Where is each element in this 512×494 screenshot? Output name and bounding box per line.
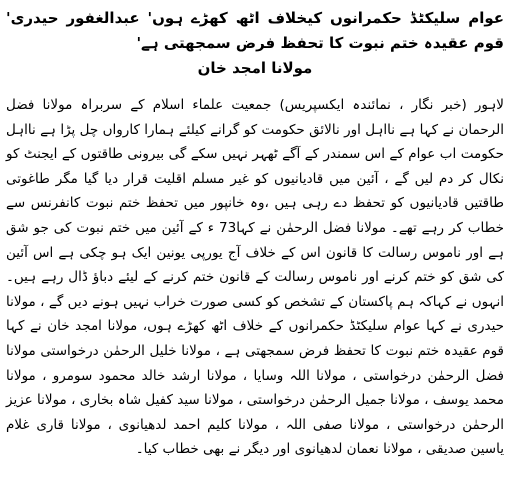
article-body: لاہور (خبر نگار ، نمائندہ ایکسپریس) جمعیت علماء اسلام کے سربراہ مولانا فضل الرحمان نے کہا ہے نااہل اور نالائق حکومت کو گرانے کیلئے ہمارا کارواں چل پڑا ہے نااہل حکومت اب عوام کے اس سمندر کے آگے ٹھہر نہیں سکے گی بیرونی طاقتوں کے ایجنٹ کو نکال کر دم لیں گے ، آئین میں قادیانیوں کو غیر مسلم اقلیت قرار دیا گیا مگر طاغوتی طاقتیں قادیانیوں کو تحفظ دے رہی ہیں ،وہ خانپور میں تحفظ ختم نبوت کانفرنس سے خطاب کر رہے تھے۔ مولانا فضل الرحمٰن نے کہا73 ء کے آئین میں ختم نبوت کی جو شق ہے اور ناموس رسالت کا قانون اس کے خلاف آج یورپی یونین ایک ہو چکی ہے اس آئین کی شق کو ختم کرنے اور ناموس رسالت کے قانون ختم کرنے کے لیئے دباؤ ڈال رہے ہیں۔ انہوں نے کہاکہ ہم پاکستان کے تشخص کو کسی صورت خراب نہیں ہونے دیں گے ، مولانا حیدری نے کہا عوام سلیکٹڈ حکمرانوں کے خلاف اٹھ کھڑے ہوں، مولانا امجد خان نے کہا قوم عقیدہ ختم نبوت کا تحفظ فرض سمجھتی ہے ، مولانا خلیل الرحمٰن درخواستی مولانا فضل الرحمٰن درخواستی ، مولانا اللہ وسایا ، مولانا ارشد خالد محمود سومرو ، مولانا محمد یوسف ، مولانا جمیل الرحمٰن درخواستی ، مولانا سید کفیل شاہ بخاری ، مولانا عزیز الرحمٰن درخواستی ، مولانا صفی اللہ ، مولانا کلیم احمد لدھیانوی ، مولانا قاری غلام یاسین صدیقی ، مولانا نعمان لدھیانوی اور دیگر نے بھی خطاب کیا۔ bbox=[6, 97, 505, 458]
byline: مولانا امجد خان bbox=[197, 59, 313, 77]
headline: عوام سلیکٹڈ حکمرانوں کیخلاف اٹھ کھڑے ہوں' عبدالغفور حیدری' قوم عقیدہ ختم نبوت کا تحفظ فرض سمجھتی ہے' bbox=[6, 9, 504, 52]
